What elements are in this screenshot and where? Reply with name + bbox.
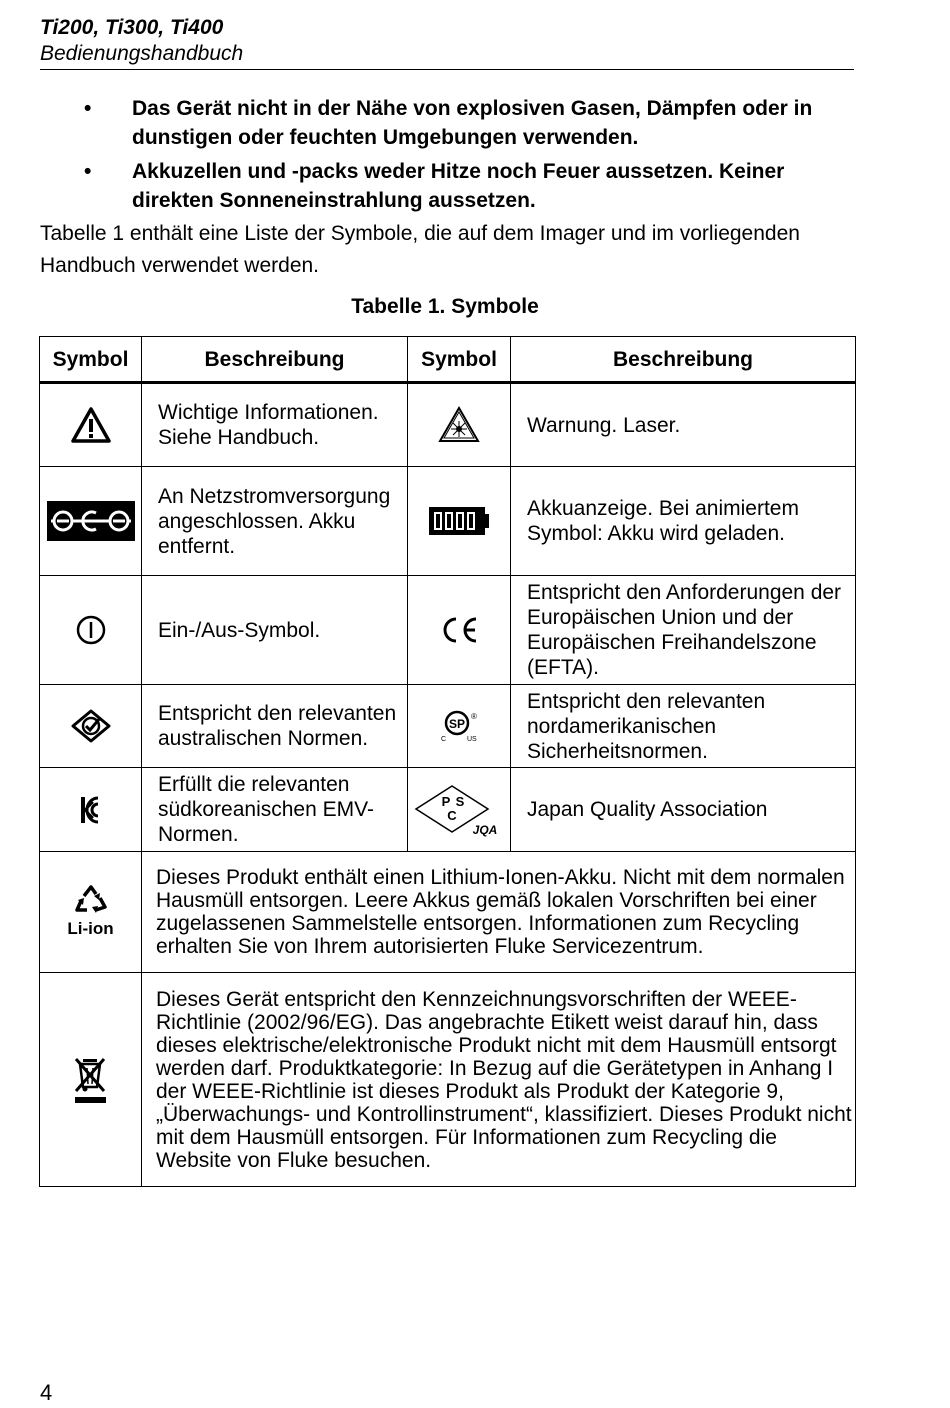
kc-mark-icon (80, 794, 102, 826)
symbol-cell (408, 467, 511, 576)
liion-description: Dieses Produkt enthält einen Lithium-Ionen-Akku. Nicht mit dem normalen Hausmüll entsorgen. Leere Akkus gemäß lokalen Vorschriften bei einer zugelassenen Sammelstelle entsorgen. Informationen zum Recycling erhalten Sie von Ihrem autorisierten Fluke Servicezentrum. (142, 852, 856, 973)
table-row (40, 383, 856, 467)
page-number: 4 (40, 1380, 53, 1405)
laser-warning-icon (438, 406, 480, 444)
csa-reg-text: ® (471, 712, 477, 721)
symbol-cell (40, 973, 142, 1187)
bullet-icon: • (84, 97, 92, 120)
symbol-cell (40, 852, 142, 973)
bullet-icon: • (84, 160, 92, 183)
table-row (40, 685, 856, 768)
weee-description: Dieses Gerät entspricht den Kennzeichnungsvorschriften der WEEE-Richtlinie (2002/96/EG). Das angebrachte Etikett weist darauf hin, dass dieses elektrische/elektronische Produkt nicht mit dem Hausmüll entsorgt werden darf. Produktkategorie: In Bezug auf die Gerätetypen in Anhang I der WEEE-Richtlinie ist dieses Produkt als Produkt der Kategorie 9, „Überwachungs- und Kontrollinstrument“, klassifiziert. Dieses Produkt nicht mit dem Hausmüll entsorgen. Für Informationen zum Recycling die Website von Fluke besuchen. (142, 973, 856, 1187)
warning-text: Akkuzellen und -packs weder Hitze noch Feuer aussetzen. Keiner direkten Sonneneinstrahlung aussetzen. (132, 160, 785, 212)
psc-p-text: P (441, 793, 451, 809)
description-cell: Entspricht den relevanten australischen Normen. (142, 685, 408, 768)
psc-s-text: S (455, 793, 465, 809)
rcm-mark-icon (70, 708, 112, 744)
column-header: Symbol (408, 337, 511, 383)
csa-mark-icon (427, 708, 491, 744)
symbol-cell (40, 383, 142, 467)
psc-c-text: C (447, 807, 457, 823)
column-header: Beschreibung (511, 337, 856, 383)
manual-subtitle: Bedienungshandbuch (40, 42, 244, 65)
symbol-cell (40, 685, 142, 768)
table-row-weee (40, 973, 856, 1187)
table-row (40, 768, 856, 852)
ce-mark-icon (440, 615, 478, 645)
table-header-row (40, 337, 856, 383)
symbol-cell (40, 576, 142, 685)
description-cell: Akkuanzeige. Bei animiertem Symbol: Akku wird geladen. (511, 467, 856, 576)
table-caption: Tabelle 1. Symbole (351, 295, 539, 318)
warning-triangle-icon (71, 407, 111, 443)
table-row (40, 467, 856, 576)
recycle-icon (74, 884, 108, 914)
header-rule (40, 69, 854, 70)
psc-jqa-text: JQA (472, 822, 498, 837)
csa-us-text: US (467, 736, 477, 743)
battery-icon (428, 505, 490, 537)
symbol-cell (408, 768, 511, 852)
warning-item (84, 157, 824, 215)
mains-power-icon (47, 501, 135, 541)
table-row (40, 576, 856, 685)
description-cell: Entspricht den Anforderungen der Europäischen Union und der Europäischen Freihandelszone (EFTA). (511, 576, 856, 685)
column-header: Beschreibung (142, 337, 408, 383)
weee-bin-icon (74, 1055, 108, 1105)
description-cell: Ein-/Aus-Symbol. (142, 576, 408, 685)
csa-c-text: C (441, 736, 447, 743)
page-header (40, 14, 854, 70)
model-title: Ti200, Ti300, Ti400 (40, 16, 224, 39)
power-icon (75, 614, 107, 646)
column-header: Symbol (40, 337, 142, 383)
psc-jqa-icon (412, 783, 506, 837)
description-cell: Japan Quality Association (511, 768, 856, 852)
table-row-liion (40, 852, 856, 973)
symbol-cell (408, 576, 511, 685)
warning-list (84, 94, 824, 220)
symbol-cell (408, 383, 511, 467)
description-cell: Wichtige Informationen. Siehe Handbuch. (142, 383, 408, 467)
description-cell: An Netzstromversorgung angeschlossen. Akku entfernt. (142, 467, 408, 576)
warning-text: Das Gerät nicht in der Nähe von explosiven Gasen, Dämpfen oder in dunstigen oder feuchten Umgebungen verwenden. (132, 97, 813, 149)
symbol-cell (408, 685, 511, 768)
description-cell: Erfüllt die relevanten südkoreanischen EMV-Normen. (142, 768, 408, 852)
warning-item (84, 94, 824, 152)
symbol-cell (40, 768, 142, 852)
csa-center-text: SP (448, 717, 466, 731)
description-cell: Warnung. Laser. (511, 383, 856, 467)
liion-label: Li-ion (67, 918, 114, 938)
intro-paragraph: Tabelle 1 enthält eine Liste der Symbole, die auf dem Imager und im vorliegenden Handbuch verwendet werden. (40, 222, 800, 277)
symbol-cell (40, 467, 142, 576)
symbols-table (39, 336, 856, 1187)
description-cell: Entspricht den relevanten nordamerikanischen Sicherheitsnormen. (511, 685, 856, 768)
